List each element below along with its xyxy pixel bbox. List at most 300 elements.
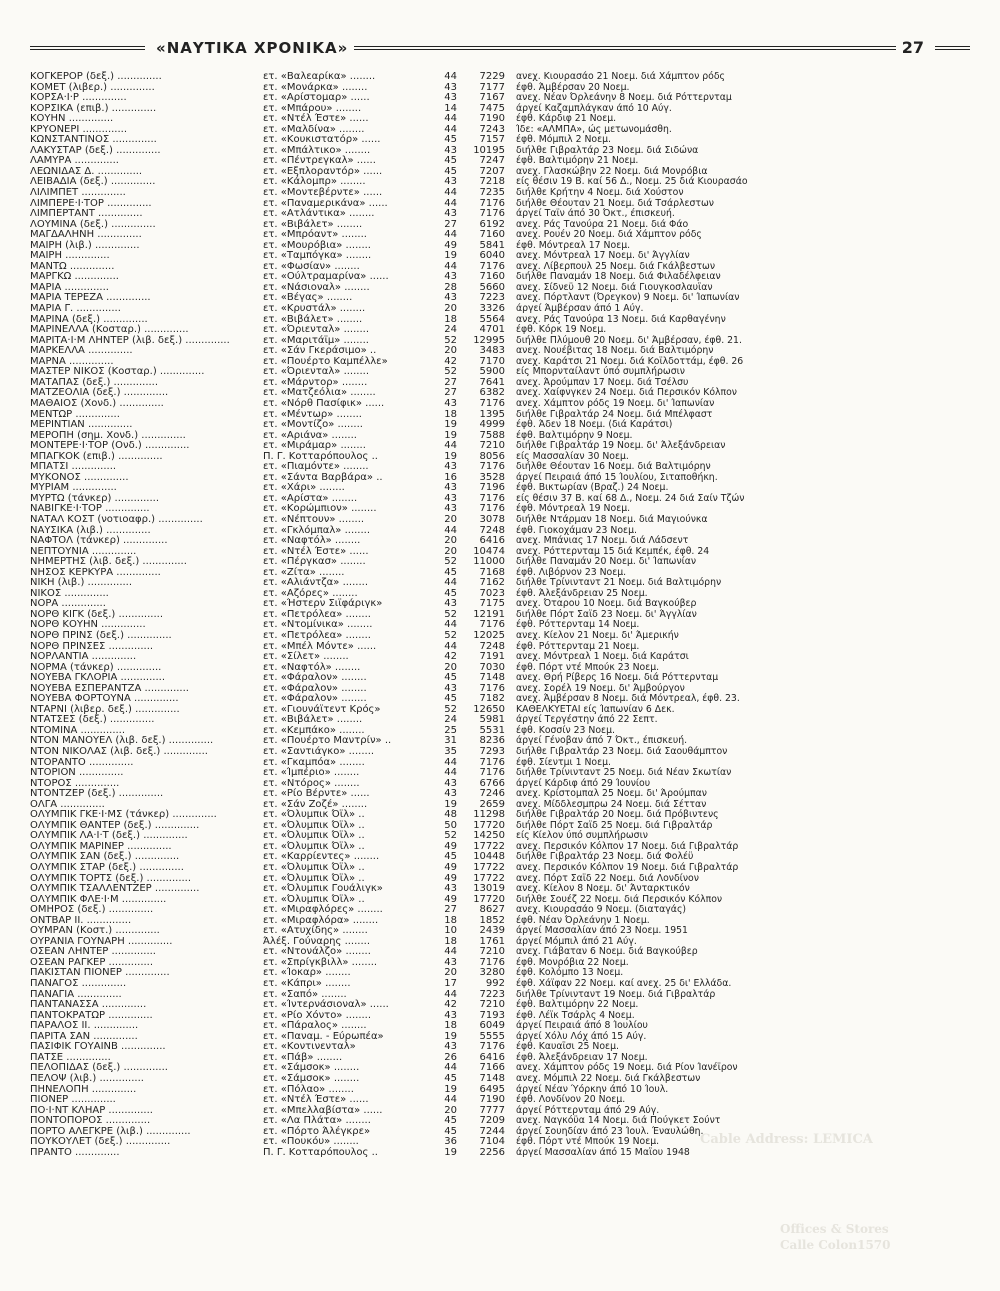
status-text: έφθ. Κοσσίν 23 Νοεμ.: [516, 724, 615, 736]
status-text: έφθ. Μόντρεαλ 17 Νοεμ.: [516, 239, 631, 251]
ship-name: ΝΟΡΘ ΚΟΥΗΝ ..............: [30, 619, 146, 631]
ship-name: ΝΤΑΤΣΕΣ (δεξ.) ..............: [30, 714, 155, 726]
owner-name: ετ. «Λα Πλάτα» ........: [263, 1115, 371, 1127]
owner-name: ετ. «Ντομίνικα» ........: [263, 619, 373, 631]
tonnage-code: 43: [444, 598, 457, 610]
owner-name: ετ. «Μιράμαρ» ........: [263, 440, 366, 452]
table-row: [30, 809, 870, 820]
status-text: άργεί Ταϊν άπό 30 Όκτ., έπισκευή.: [516, 208, 675, 220]
ship-name: ΜΑΡΙΝΑ (δεξ.) ..............: [30, 313, 148, 325]
registry-number: 7182: [479, 693, 505, 705]
tonnage-code: 44: [444, 946, 457, 958]
table-row: [30, 1073, 870, 1084]
ship-name: ΟΥΡΑΝΙΑ ΓΟΥΝΑΡΗ ..............: [30, 935, 173, 947]
tonnage-code: 27: [444, 904, 457, 916]
owner-name: ετ. «Νόρθ Πασίφικ» ......: [263, 397, 385, 409]
owner-name: ετ. «Ντέλ Έστε» ......: [263, 1094, 369, 1106]
registry-number: 7160: [479, 229, 505, 241]
tonnage-code: 43: [444, 92, 457, 104]
status-text: ανεχ. Χάμπτον ρόδς 19 Νοεμ. δι' Ίαπωνίαν: [516, 397, 715, 409]
registry-number: 2256: [479, 1146, 505, 1158]
tonnage-code: 43: [444, 397, 457, 409]
ship-name: ΝΑΒΙΓΚΕ·Ι·ΤΟΡ ..............: [30, 503, 150, 515]
table-row: [30, 229, 870, 240]
registry-number: 7641: [479, 376, 505, 388]
tonnage-code: 49: [444, 862, 457, 874]
ship-name: ΜΑΡΙΝΕΛΛΑ (Κοσταρ.) ..............: [30, 324, 189, 336]
registry-number: 7777: [479, 1104, 505, 1116]
status-text: ανεχ. Μόμπιλ 22 Νοεμ. διά Γκάλβεστων: [516, 1072, 701, 1084]
tonnage-code: 20: [444, 345, 457, 357]
tonnage-code: 19: [444, 1030, 457, 1042]
ship-name: ΠΑΣΙΦΙΚ ΓΟΥΑΙΝΒ ..............: [30, 1041, 166, 1053]
owner-name: ετ. «Πέντρεγκαλ» ......: [263, 155, 376, 167]
ship-name: ΝΙΚΟΣ ..............: [30, 587, 109, 599]
tonnage-code: 18: [444, 935, 457, 947]
ship-name: ΜΑΡΙΑ ΤΕΡΕΖΑ ..............: [30, 292, 151, 304]
ship-name: ΜΕΡΟΠΗ (σημ. Χονδ.) ..............: [30, 429, 186, 441]
owner-name: ετ. «Ντόρος» ........: [263, 777, 360, 789]
table-row: [30, 999, 870, 1010]
tonnage-code: 44: [444, 260, 457, 272]
tonnage-code: 45: [444, 1072, 457, 1084]
ship-name: ΜΟΝΤΕΡΕ·Ι·ΤΟΡ (Ονδ.) ..............: [30, 440, 190, 452]
ship-name: ΜΑΙΡΗ ..............: [30, 250, 110, 262]
ship-name: ΠΑΤΣΕ ..............: [30, 1051, 111, 1063]
owner-name: ετ. «Μιραφλόρα» ........: [263, 914, 379, 926]
tonnage-code: 43: [444, 1041, 457, 1053]
status-text: άργεί Τεργέστην άπό 22 Σεπτ.: [516, 714, 658, 726]
table-row: [30, 704, 870, 715]
table-row: [30, 609, 870, 620]
tonnage-code: 43: [444, 271, 457, 283]
table-row: [30, 514, 870, 525]
status-text: είς θέσιν 37 Β. καί 68 Δ., Νοεμ. 24 διά Σαίν Τζών: [516, 492, 745, 504]
ship-name: ΠΑΝΤΑΝΑΣΣΑ ..............: [30, 999, 147, 1011]
owner-name: ετ. «Φάραλον» ........: [263, 682, 367, 694]
tonnage-code: 18: [444, 1020, 457, 1032]
owner-name: ετ. «Μαριτάϊμ» ........: [263, 334, 369, 346]
owner-name: ετ. «Κρυστάλ» ........: [263, 303, 366, 315]
owner-name: ετ. «Ζίτα» ........: [263, 566, 345, 578]
table-row: [30, 335, 870, 346]
status-text: ανεχ. Καράτσι 21 Νοεμ. διά Κοϊλδοττάμ, έφθ. 26: [516, 355, 744, 367]
registry-number: 7030: [479, 661, 505, 673]
header-rule: [30, 46, 145, 47]
ship-name: ΝΑΦΤΟΛ (τάνκερ) ..............: [30, 535, 168, 547]
registry-number: 7160: [479, 271, 505, 283]
ship-name: ΜΑΤΖΕΟΛΙΑ (δεξ.) ..............: [30, 387, 169, 399]
tonnage-code: 45: [444, 134, 457, 146]
registry-number: 7209: [479, 1115, 505, 1127]
ship-name: ΝΤΟΝ ΜΑΝΟΥΕΛ (λιβ. δεξ.) ..............: [30, 735, 214, 747]
tonnage-code: 27: [444, 218, 457, 230]
owner-name: ετ. «Ντέλ Έστε» ......: [263, 545, 369, 557]
status-text: διήλθε Σουέζ 22 Νοεμ. διά Περσικόν Κόλπον: [516, 893, 723, 905]
registry-number: 5981: [479, 714, 505, 726]
tonnage-code: 44: [444, 640, 457, 652]
table-row: [30, 873, 870, 884]
owner-name: ετ. «Παναμ. - Εύρωπέα»: [263, 1030, 384, 1042]
registry-number: 3528: [479, 471, 505, 483]
owner-name: ετ. «Πέργκασ» ........: [263, 556, 366, 568]
status-text: ανεχ. Μόντρεαλ 17 Νοεμ. δι' Άγγλίαν: [516, 250, 690, 262]
tonnage-code: 20: [444, 545, 457, 557]
owner-name: ετ. «Όλυμπικ Όϊλ» ..: [263, 893, 365, 905]
status-text: ανεχ. Νουέβιτας 18 Νοεμ. διά Βαλτιμόρην: [516, 345, 714, 357]
ship-name: ΝΟΡΘ ΚΙΓΚ (δεξ.) ..............: [30, 608, 164, 620]
registry-number: 3078: [479, 513, 505, 525]
registry-number: 7223: [479, 292, 505, 304]
status-text: έφθ. Κόρκ 19 Νοεμ.: [516, 324, 607, 336]
registry-number: 11000: [473, 556, 505, 568]
tonnage-code: 44: [444, 197, 457, 209]
tonnage-code: 45: [444, 672, 457, 684]
ship-name: ΟΜΗΡΟΣ (δεξ.) ..............: [30, 904, 154, 916]
table-row: [30, 387, 870, 398]
status-text: έφθ. Γιοκοχάμαν 23 Νοεμ.: [516, 524, 637, 536]
ship-name: ΜΑΡΙΑ ..............: [30, 281, 109, 293]
tonnage-code: 44: [444, 988, 457, 1000]
registry-number: 3280: [479, 967, 505, 979]
status-text: ανεχ. Ρουέν 20 Νοεμ. διά Χάμπτον ρόδς: [516, 229, 702, 241]
status-text: έφθ. Βαλτιμόρην 9 Νοεμ.: [516, 429, 633, 441]
ship-name: ΝΤΑΡΝΙ (λιβερ. δεξ.) ..............: [30, 703, 180, 715]
table-row: [30, 588, 870, 599]
status-text: έφθ. Κάρδιφ 21 Νοεμ.: [516, 113, 617, 125]
table-row: [30, 1084, 870, 1095]
table-row: [30, 830, 870, 841]
registry-number: 7475: [479, 102, 505, 114]
owner-name: ετ. «Σάντα Βαρβάρα» ..: [263, 471, 383, 483]
status-text: ανεχ. Πόρτλαντ (Όρεγκον) 9 Νοεμ. δι' Ίαπωνίαν: [516, 292, 740, 304]
status-text: έφθ. Βαλτιμόρην 22 Νοεμ.: [516, 999, 639, 1011]
registry-number: 7176: [479, 492, 505, 504]
table-row: [30, 208, 870, 219]
tonnage-code: 20: [444, 967, 457, 979]
registry-number: 10448: [473, 851, 505, 863]
owner-name: ετ. «Αρίστομαρ» ......: [263, 92, 370, 104]
ship-name: ΟΛΥΜΠΙΚ ΘΑΝΤΕΡ (δεξ.) ..............: [30, 819, 200, 831]
table-row: [30, 598, 870, 609]
registry-number: 5555: [479, 1030, 505, 1042]
status-text: άργεί Καζαμπλάγκαν άπό 10 Αύγ.: [516, 102, 672, 114]
status-text: είς Κίελον ύπό συμπλήρωσιν: [516, 830, 648, 842]
table-row: [30, 925, 870, 936]
tonnage-code: 17: [444, 978, 457, 990]
registry-number: 7176: [479, 682, 505, 694]
ship-name: ΝΟΡΘ ΠΡΙΝΣ (δεξ.) ..............: [30, 629, 172, 641]
tonnage-code: 43: [444, 208, 457, 220]
tonnage-code: 19: [444, 1083, 457, 1095]
owner-name: ετ. «Χάρι» ........: [263, 482, 345, 494]
ship-name: ΜΑΙΡΗ (λιβ.) ..............: [30, 239, 140, 251]
status-text: άργεί Ρόττερνταμ άπό 29 Αύγ.: [516, 1104, 660, 1116]
owner-name: ετ. «Μπρόαντ» ........: [263, 229, 367, 241]
owner-name: ετ. «Ντονάλζο» ........: [263, 946, 371, 958]
ship-name: ΝΗΣΟΣ ΚΕΡΚΥΡΑ ..............: [30, 566, 161, 578]
registry-number: 7175: [479, 598, 505, 610]
tonnage-code: 19: [444, 419, 457, 431]
status-text: άργεί Μασσαλίαν άπό 23 Νοεμ. 1951: [516, 925, 688, 937]
tonnage-code: 18: [444, 408, 457, 420]
owner-name: ετ. «Μπέλ Μόντε» ......: [263, 640, 377, 652]
table-row: [30, 71, 870, 82]
owner-name: ετ. «Νέπτουν» ........: [263, 513, 365, 525]
tonnage-code: 19: [444, 798, 457, 810]
table-row: [30, 1147, 870, 1158]
table-row: [30, 767, 870, 778]
owner-name: ετ. «Μουρόβια» ........: [263, 239, 371, 251]
ship-name: ΝΗΜΕΡΤΗΣ (λιβ. δεξ.) ..............: [30, 556, 187, 568]
registry-number: 6766: [479, 777, 505, 789]
table-row: [30, 145, 870, 156]
table-row: [30, 630, 870, 641]
registry-number: 7247: [479, 155, 505, 167]
tonnage-code: 52: [444, 556, 457, 568]
table-row: [30, 1094, 870, 1105]
tonnage-code: 28: [444, 281, 457, 293]
tonnage-code: 45: [444, 851, 457, 863]
owner-name: ετ. «Πόλαο» ........: [263, 1083, 354, 1095]
status-text: άργεί Νέαν Ύόρκην άπό 10 Ίουλ.: [516, 1083, 669, 1095]
owner-name: ετ. «Αρίστα» ........: [263, 492, 358, 504]
status-text: είς Μασσαλίαν 30 Νοεμ.: [516, 450, 629, 462]
ship-name: ΝΟΥΕΒΑ ΓΚΛΟΡΙΑ ..............: [30, 672, 165, 684]
tonnage-code: 43: [444, 461, 457, 473]
tonnage-code: 20: [444, 513, 457, 525]
ship-name: ΟΣΕΑΝ ΛΗΝΤΕΡ ..............: [30, 946, 156, 958]
ship-name: ΝΟΡΜΑ (τάνκερ) ..............: [30, 661, 162, 673]
status-text: διήλθε Τρίνινταντ 19 Νοεμ. διά Γιβραλτάρ: [516, 988, 716, 1000]
registry-number: 7246: [479, 788, 505, 800]
status-text: ανεχ. Μόντρεαλ 1 Νοεμ. διά Καράτσι: [516, 651, 689, 663]
registry-number: 7176: [479, 260, 505, 272]
owner-name: ετ. «Παναμερικάνα» ......: [263, 197, 388, 209]
table-row: [30, 662, 870, 673]
status-text: ανεχ. Σίδνεϋ 12 Νοεμ. διά Γιουγκοσλαυΐαν: [516, 281, 713, 293]
tonnage-code: 44: [444, 619, 457, 631]
status-text: έφθ. Λιβόρνον 23 Νοεμ.: [516, 566, 627, 578]
ship-name: ΝΤΟΜΙΝΑ ..............: [30, 724, 126, 736]
owner-name: ετ. «Σπρίγκβιλλ» ........: [263, 956, 378, 968]
header-rule: [935, 46, 970, 47]
registry-number: 5660: [479, 281, 505, 293]
table-row: [30, 440, 870, 451]
registry-number: 17722: [473, 862, 505, 874]
tonnage-code: 43: [444, 1009, 457, 1021]
ship-name: ΚΟΓΚΕΡΟΡ (δεξ.) ..............: [30, 71, 162, 82]
registry-number: 7191: [479, 651, 505, 663]
tonnage-code: 44: [444, 123, 457, 135]
status-text: ανεχ. Ράς Τανούρα 21 Νοεμ. διά Φάο: [516, 218, 689, 230]
registry-number: 7207: [479, 165, 505, 177]
tonnage-code: 43: [444, 883, 457, 895]
owner-name: ετ. «Βιβάλετ» ........: [263, 313, 363, 325]
registry-number: 17722: [473, 872, 505, 884]
table-row: [30, 567, 870, 578]
table-row: [30, 261, 870, 272]
table-row: [30, 1115, 870, 1126]
registry-number: 12995: [473, 334, 505, 346]
table-row: [30, 757, 870, 768]
ship-name: ΛΑΚΥΣΤΑΡ (δεξ.) ..............: [30, 144, 161, 156]
ship-name: ΠΕΛΟΨ (λιβ.) ..............: [30, 1072, 144, 1084]
registry-number: 7190: [479, 1094, 505, 1106]
status-text: ανεχ. Γλασκώβην 22 Νοεμ. διά Μονρόβια: [516, 165, 708, 177]
registry-number: 5841: [479, 239, 505, 251]
table-row: [30, 366, 870, 377]
status-text: Ίδε: «ΑΛΜΠΑ», ώς μετωνομάσθη.: [516, 123, 672, 135]
status-text: ανεχ. Κίελον 8 Νοεμ. δι' Άνταρκτικόν: [516, 883, 690, 895]
ship-name: ΝΟΥΕΒΑ ΦΟΡΤΟΥΝΑ ..............: [30, 693, 179, 705]
owner-name: ετ. «Γιουνάϊτεντ Κρός»: [263, 703, 381, 715]
owner-name: ετ. «Σίλετ» ........: [263, 651, 349, 663]
ship-name: ΝΑΤΑΛ ΚΟΣΤ (νοτιοαφρ.) ..............: [30, 513, 203, 525]
tonnage-code: 44: [444, 440, 457, 452]
ship-name: ΠΑΚΙΣΤΑΝ ΠΙΟΝΕΡ ..............: [30, 967, 170, 979]
ship-name: ΟΝΤΒΑΡ ΙΙ. ..............: [30, 914, 132, 926]
tonnage-code: 44: [444, 756, 457, 768]
ship-name: ΜΑΡΓΚΩ ..............: [30, 271, 119, 283]
registry-number: 7167: [479, 92, 505, 104]
ship-name: ΠΙΟΝΕΡ ..............: [30, 1094, 116, 1106]
ship-name: ΛΙΜΠΕΡΕ·Ι·ΤΟΡ ..............: [30, 197, 152, 209]
ship-name: ΟΥΜΡΑΝ (Κοστ.) ..............: [30, 925, 160, 937]
table-row: [30, 124, 870, 135]
table-row: [30, 735, 870, 746]
registry-number: 5564: [479, 313, 505, 325]
tonnage-code: 20: [444, 303, 457, 315]
registry-number: 7177: [479, 81, 505, 93]
owner-name: ετ. «Μπάλτικο» ........: [263, 144, 371, 156]
table-row: [30, 292, 870, 303]
status-text: ανεχ. Ρόττερνταμ 15 διά Κεμπέκ, έφθ. 24: [516, 545, 710, 557]
owner-name: ετ. «Ήστερν Σιϊφάριγκ»: [263, 598, 383, 610]
registry-number: 7176: [479, 1041, 505, 1053]
owner-name: ετ. «Βαλεαρίκα» ........: [263, 71, 376, 82]
ship-name: ΜΑΣΤΕΡ ΝΙΚΟΣ (Κοσταρ.) ..............: [30, 366, 205, 378]
registry-number: 6192: [479, 218, 505, 230]
status-text: διήλθε Θέουταν 21 Νοεμ. διά Τσάρλεστων: [516, 197, 714, 209]
owner-name: ετ. «Νάσιοναλ» ........: [263, 281, 370, 293]
ship-name: ΟΛΥΜΠΙΚ ΛΑ·Ι·Τ (δεξ.) ..............: [30, 830, 188, 842]
status-text: άργεί Πειραιά άπό 15 Ίουλίου, Σιταποθήκη.: [516, 471, 718, 483]
registry-number: 7176: [479, 208, 505, 220]
ship-name: ΜΥΚΟΝΟΣ ..............: [30, 471, 129, 483]
tonnage-code: 52: [444, 629, 457, 641]
tonnage-code: 45: [444, 693, 457, 705]
ship-name: ΜΕΝΤΩΡ ..............: [30, 408, 120, 420]
table-row: [30, 503, 870, 514]
owner-name: ετ. «Αλιάντζα» ........: [263, 577, 368, 589]
status-text: είς θέσιν 19 Β. καί 56 Δ., Νοεμ. 25 διά Κιουρασάο: [516, 176, 748, 188]
table-row: [30, 493, 870, 504]
registry-number: 7176: [479, 767, 505, 779]
registry-number: 7235: [479, 187, 505, 199]
status-text: ανεχ. Πόρτ Σαϊδ 22 Νοεμ. διά Λονδίνον: [516, 872, 699, 884]
owner-name: ετ. «Κοντινενταλ»: [263, 1041, 356, 1053]
registry-number: 7176: [479, 956, 505, 968]
table-row: [30, 957, 870, 968]
tonnage-code: 19: [444, 250, 457, 262]
registry-number: 7176: [479, 397, 505, 409]
status-text: ανεχ. Κρίστομπαλ 25 Νοεμ. δι' Άρούμπαν: [516, 788, 707, 800]
table-row: [30, 915, 870, 926]
tonnage-code: 45: [444, 155, 457, 167]
owner-name: ετ. «Όλυμπικ Όϊλ» ..: [263, 862, 365, 874]
ship-movements-table: [30, 71, 870, 1157]
registry-number: 11298: [473, 809, 505, 821]
tonnage-code: 27: [444, 387, 457, 399]
tonnage-code: 49: [444, 872, 457, 884]
header-rule: [935, 49, 970, 50]
ship-name: ΜΑΡΝΑ ..............: [30, 355, 114, 367]
tonnage-code: 52: [444, 830, 457, 842]
status-text: διήλθε Τρίνινταντ 25 Νοεμ. διά Νέαν Σκωτίαν: [516, 767, 732, 779]
table-row: [30, 1126, 870, 1137]
ship-name: ΜΑΡΚΕΛΛΑ ..............: [30, 345, 133, 357]
ship-name: ΛΙΜΠΕΡΤΑΝΤ ..............: [30, 208, 143, 220]
owner-name: ετ. «Φάραλον» ........: [263, 672, 367, 684]
owner-name: ετ. «Σαντιάγκο» ........: [263, 746, 375, 757]
status-text: έφθ. Βαλτιμόρην 21 Νοεμ.: [516, 155, 639, 167]
table-row: [30, 883, 870, 894]
ship-name: ΠΑΝΑΓΟΣ ..............: [30, 978, 127, 990]
ship-name: ΠΕΛΟΠΙΔΑΣ (δεξ.) ..............: [30, 1062, 168, 1074]
tonnage-code: 44: [444, 1062, 457, 1074]
registry-number: 6416: [479, 1051, 505, 1063]
ship-name: ΟΛΥΜΠΙΚ ΤΣΑΛΛΕΝΤΖΕΡ ..............: [30, 883, 200, 895]
status-text: άργεί Κάρδιφ άπό 29 Ίουνίου: [516, 777, 651, 789]
registry-number: 17722: [473, 840, 505, 852]
owner-name: Π. Γ. Κοτταρόπουλος ..: [263, 1146, 378, 1158]
registry-number: 992: [485, 978, 505, 990]
registry-number: 7166: [479, 1062, 505, 1074]
ship-name: ΟΛΥΜΠΙΚ ΣΑΝ (δεξ.) ..............: [30, 851, 180, 863]
status-text: ανεχ. Ναγκόϋα 14 Νοεμ. διά Πούγκετ Σούντ: [516, 1115, 721, 1127]
table-row: [30, 936, 870, 947]
registry-number: 7210: [479, 999, 505, 1011]
owner-name: Π. Γ. Κοτταρόπουλος ..: [263, 450, 378, 462]
registry-number: 2439: [479, 925, 505, 937]
ship-name: ΜΕΡΙΝΤΙΑΝ ..............: [30, 419, 133, 431]
table-row: [30, 187, 870, 198]
table-row: [30, 799, 870, 810]
table-row: [30, 894, 870, 905]
owner-name: ετ. «Σάν Γκεράσιμο» ..: [263, 345, 377, 357]
tonnage-code: 49: [444, 893, 457, 905]
table-row: [30, 176, 870, 187]
registry-number: 12025: [473, 629, 505, 641]
table-row: [30, 198, 870, 209]
table-row: [30, 409, 870, 420]
ship-name: ΠΟΥΚΟΥΛΕΤ (δεξ.) ..............: [30, 1136, 171, 1148]
status-text: ανεχ. Ράς Τανούρα 13 Νοεμ. διά Καρθαγένην: [516, 313, 726, 325]
owner-name: ετ. «Μαλδίνα» ........: [263, 123, 365, 135]
table-row: [30, 619, 870, 630]
owner-name: ετ. «Ατλάντικα» ........: [263, 208, 375, 220]
tonnage-code: 25: [444, 724, 457, 736]
table-row: [30, 356, 870, 367]
status-text: έφθ. Άλεξάνδρειαν 17 Νοεμ.: [516, 1051, 648, 1063]
tonnage-code: 45: [444, 165, 457, 177]
ship-name: ΝΟΥΕΒΑ ΕΣΠΕΡΑΝΤΖΑ ..............: [30, 682, 189, 694]
ship-name: ΟΛΥΜΠΙΚ ΦΛΕ·Ι·Μ ..............: [30, 893, 167, 905]
owner-name: ετ. «Πουέρτο Καμπέλλε»: [263, 355, 388, 367]
owner-name: ετ. «Όλυμπικ Όϊλ» ..: [263, 872, 365, 884]
table-row: [30, 851, 870, 862]
